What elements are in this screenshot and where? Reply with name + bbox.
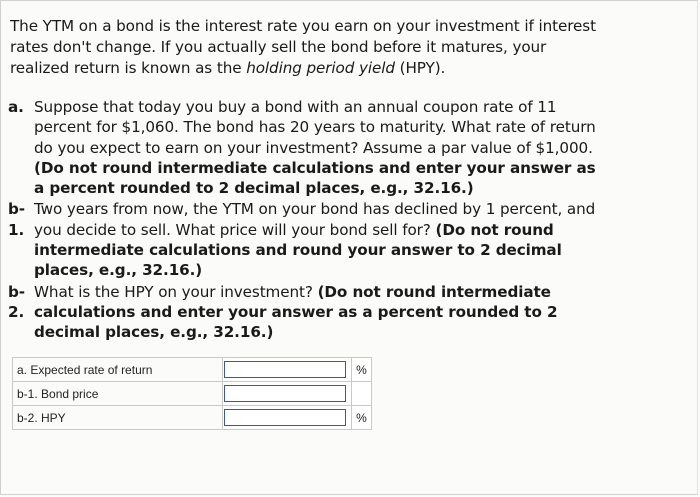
intro-text-1: The YTM on a bond is the interest rate you earn on your investment if interest rates don't change. If you actually sell the bond before it matures, your realized return is known as the [10,17,596,77]
intro-italic-term: holding period yield [246,59,395,77]
answer-row-label: b-2. HPY [13,406,223,430]
answer-row-label: a. Expected rate of return [13,358,223,382]
question-b1-instruction: (Do not round intermediate calculations and round your answer to 2 decimal places, e.g., 32.16.) [34,220,562,280]
intro-paragraph [10,16,610,79]
answer-input-cell [223,358,352,382]
answer-row-label: b-1. Bond price [13,382,223,406]
intro-text-2: (HPY). [394,59,446,77]
unit-label: % [352,358,372,382]
unit-label [352,382,372,406]
hpy-input[interactable] [224,409,346,426]
question-b1-text: Two years from now, the YTM on your bond has declined by 1 percent, and you decide to sell. What price will your bond sell for? [34,200,596,239]
answer-input-cell [223,382,352,406]
answer-row-hpy [13,406,372,430]
question-b2-label: b- 2. [8,282,25,321]
answer-row-bond-price [13,382,372,406]
answer-input-cell [223,406,352,430]
question-b1 [8,199,608,280]
answer-table [12,357,372,430]
question-a-instruction: (Do not round intermediate calculations and enter your answer as a percent rounded to 2 decimal places, e.g., 32.16.) [34,158,596,198]
question-b1-label: b- 1. [8,200,25,239]
question-a [8,97,608,198]
bond-price-input[interactable] [224,385,346,402]
question-list [8,97,608,343]
unit-label: % [352,406,372,430]
question-b1-body [34,199,608,280]
answer-row-expected-return [13,358,372,382]
question-a-body [34,97,608,198]
question-b2-body [34,282,608,343]
question-b2-instruction: (Do not round intermediate calculations and enter your answer as a percent rounded to 2 decimal places, e.g., 32.16.) [34,282,558,342]
question-b2-text: What is the HPY on your investment? [34,282,318,301]
question-a-label: a. [8,98,24,116]
question-b2 [8,282,608,343]
expected-return-input[interactable] [224,361,346,378]
question-a-text: Suppose that today you buy a bond with an annual coupon rate of 11 percent for $1,060. The bond has 20 years to maturity. What rate of return do you expect to earn on your investment? Assume a par value of $1,000. [34,98,596,157]
